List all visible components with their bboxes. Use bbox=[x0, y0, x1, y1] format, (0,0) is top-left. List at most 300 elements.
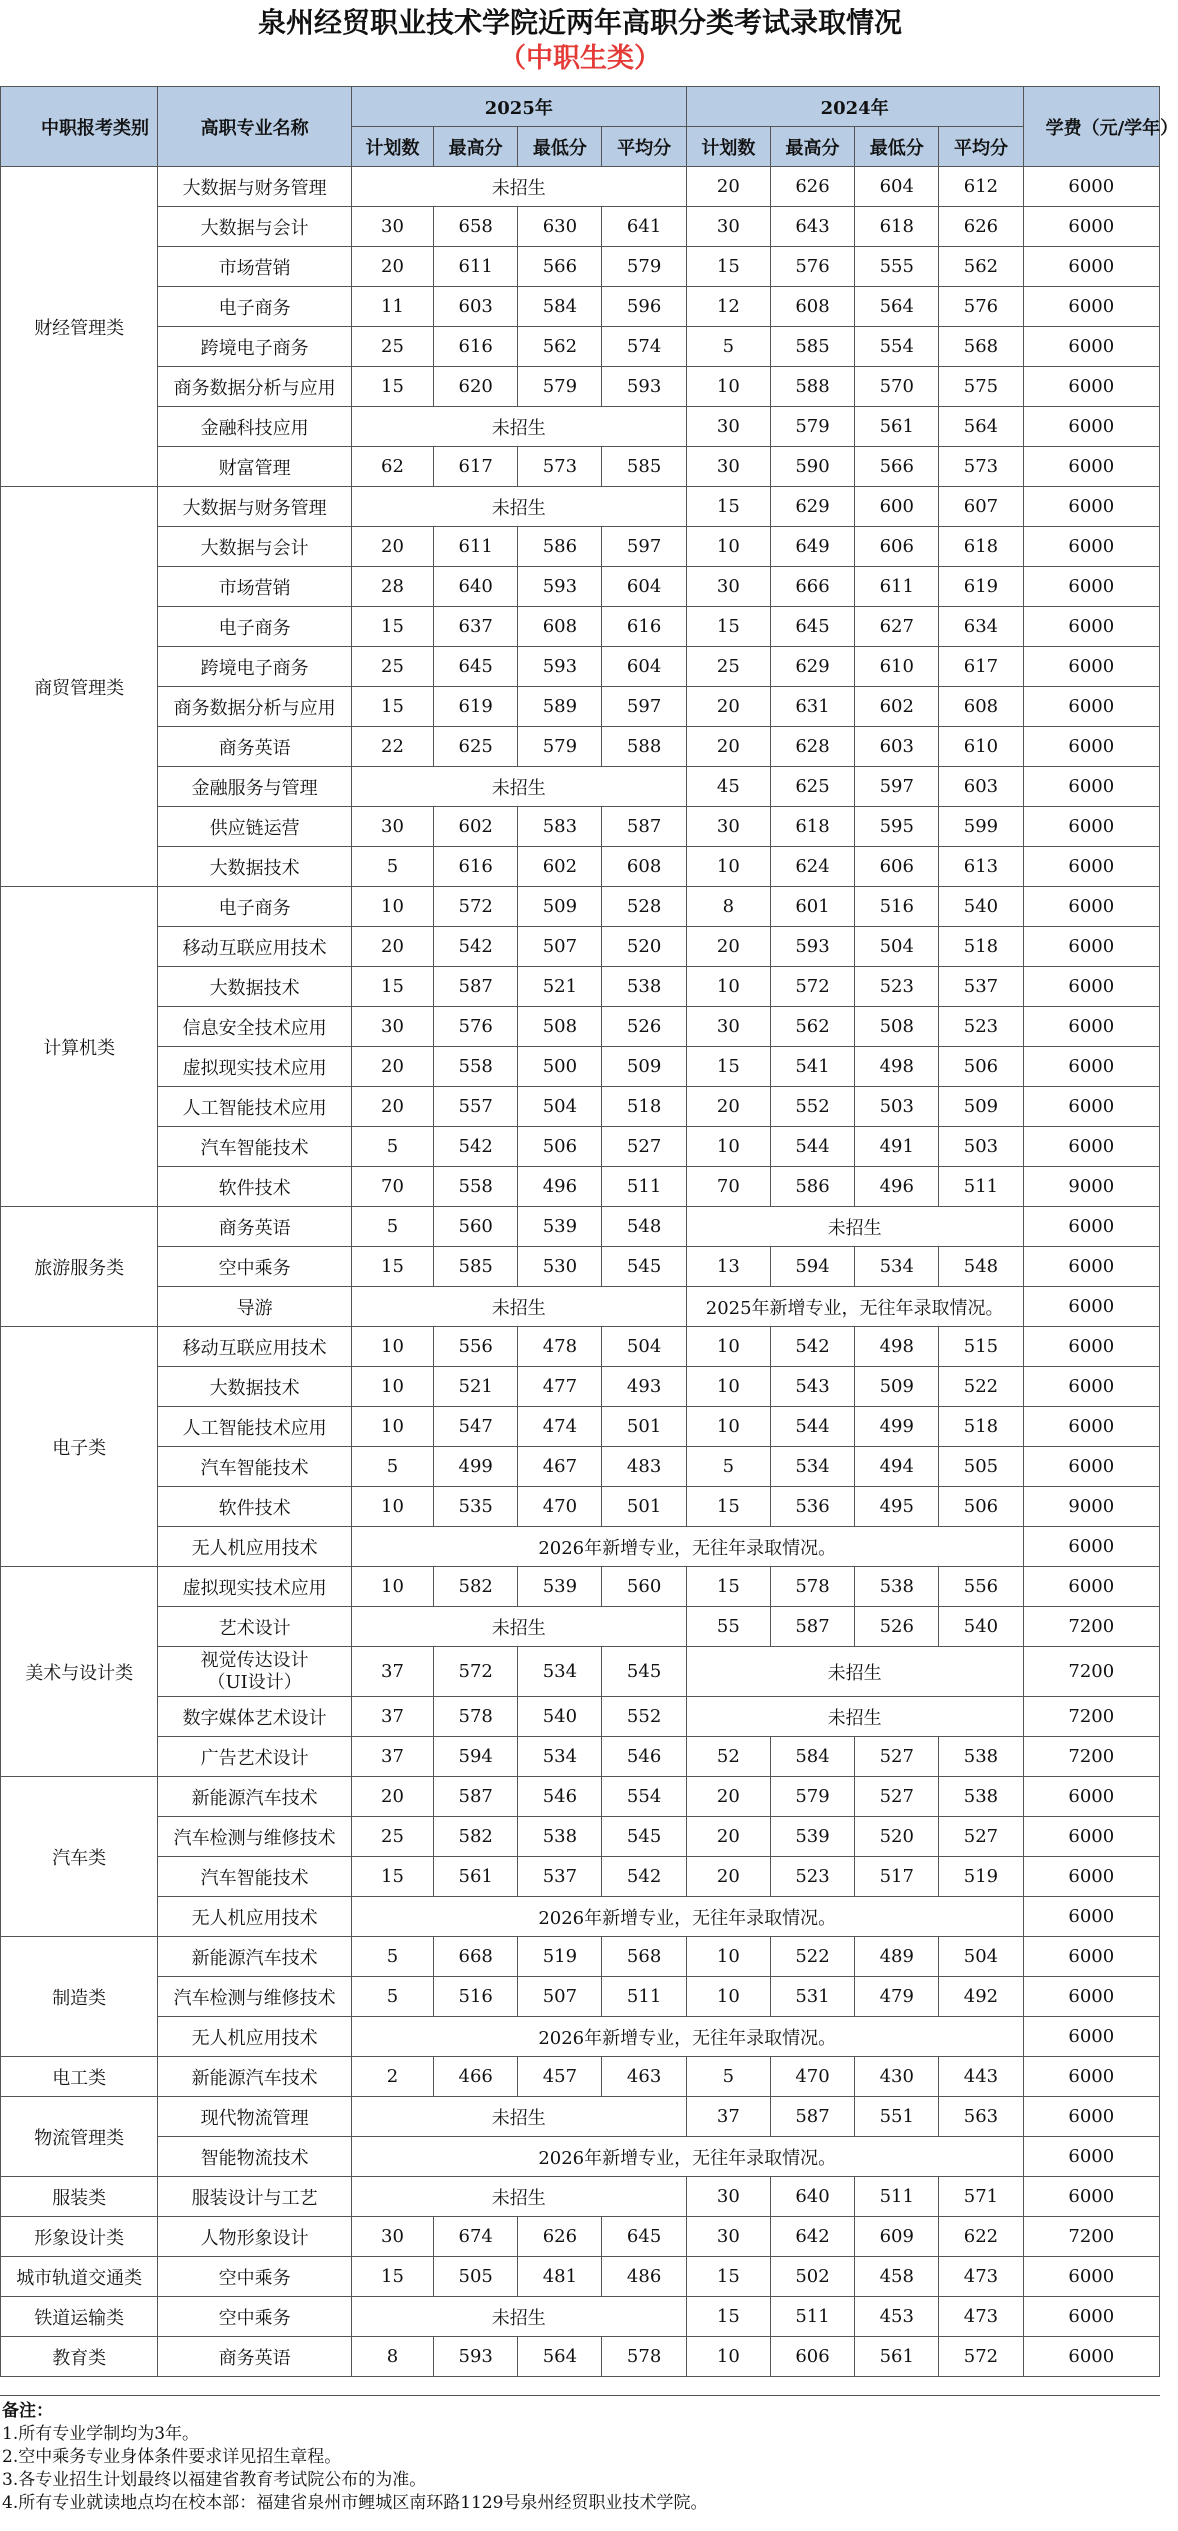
y2025-max-cell: 617 bbox=[434, 447, 518, 487]
y2025-plan-cell: 15 bbox=[351, 607, 433, 647]
y2025-avg-cell: 548 bbox=[602, 1207, 686, 1247]
fee-cell: 6000 bbox=[1023, 1047, 1159, 1087]
table-row bbox=[1, 1527, 1160, 1567]
y2025-max-cell: 619 bbox=[434, 687, 518, 727]
y2025-min-cell: 579 bbox=[518, 727, 602, 767]
y2025-plan-cell: 5 bbox=[351, 1207, 433, 1247]
table-row bbox=[1, 887, 1160, 927]
y2024-plan-cell: 30 bbox=[686, 2177, 770, 2217]
table-row bbox=[1, 2137, 1160, 2177]
table-row bbox=[1, 967, 1160, 1007]
y2025-plan-cell: 22 bbox=[351, 727, 433, 767]
table-row bbox=[1, 567, 1160, 607]
category-cell: 制造类 bbox=[1, 1937, 158, 2057]
y2024-min-cell: 570 bbox=[855, 367, 939, 407]
y2024-plan-cell: 8 bbox=[686, 887, 770, 927]
table-row bbox=[1, 847, 1160, 887]
y2025-max-cell: 625 bbox=[434, 727, 518, 767]
major-cell: 商务英语 bbox=[158, 727, 351, 767]
y2024-min-cell: 458 bbox=[855, 2257, 939, 2297]
y2024-plan-cell: 30 bbox=[686, 447, 770, 487]
y2024-max-cell: 576 bbox=[770, 247, 854, 287]
y2025-min-cell: 500 bbox=[518, 1047, 602, 1087]
y2024-min-cell: 606 bbox=[855, 527, 939, 567]
y2024-avg-cell: 610 bbox=[939, 727, 1023, 767]
y2024-max-cell: 593 bbox=[770, 927, 854, 967]
y2025-min-cell: 496 bbox=[518, 1167, 602, 1207]
y2024-avg-cell: 538 bbox=[939, 1777, 1023, 1817]
y2025-max-cell: 558 bbox=[434, 1047, 518, 1087]
major-cell: 大数据与会计 bbox=[158, 207, 351, 247]
status-cell: 未招生 bbox=[351, 1607, 686, 1647]
y2024-max-cell: 523 bbox=[770, 1857, 854, 1897]
table-row bbox=[1, 1777, 1160, 1817]
y2025-plan-cell: 15 bbox=[351, 2257, 433, 2297]
y2024-plan-cell: 10 bbox=[686, 527, 770, 567]
y2025-max-cell: 505 bbox=[434, 2257, 518, 2297]
fee-cell: 6000 bbox=[1023, 607, 1159, 647]
y2024-min-cell: 597 bbox=[855, 767, 939, 807]
y2025-max-cell: 585 bbox=[434, 1247, 518, 1287]
category-cell: 商贸管理类 bbox=[1, 487, 158, 887]
table-row bbox=[1, 1487, 1160, 1527]
y2024-max-cell: 626 bbox=[770, 167, 854, 207]
y2025-max-cell: 578 bbox=[434, 1697, 518, 1737]
y2024-min-cell: 564 bbox=[855, 287, 939, 327]
fee-cell: 6000 bbox=[1023, 1367, 1159, 1407]
major-cell: 服装设计与工艺 bbox=[158, 2177, 351, 2217]
status-cell: 2026年新增专业，无往年录取情况。 bbox=[351, 1527, 1023, 1567]
header-min: 最低分 bbox=[855, 127, 939, 167]
y2024-avg-cell: 617 bbox=[939, 647, 1023, 687]
y2025-plan-cell: 25 bbox=[351, 327, 433, 367]
y2024-avg-cell: 509 bbox=[939, 1087, 1023, 1127]
y2025-min-cell: 593 bbox=[518, 647, 602, 687]
y2024-max-cell: 536 bbox=[770, 1487, 854, 1527]
y2025-plan-cell: 5 bbox=[351, 1977, 433, 2017]
y2024-plan-cell: 20 bbox=[686, 1777, 770, 1817]
table-row bbox=[1, 687, 1160, 727]
y2024-avg-cell: 619 bbox=[939, 567, 1023, 607]
y2024-plan-cell: 20 bbox=[686, 927, 770, 967]
status-cell: 未招生 bbox=[351, 1287, 686, 1327]
y2024-avg-cell: 564 bbox=[939, 407, 1023, 447]
y2024-min-cell: 602 bbox=[855, 687, 939, 727]
category-cell: 美术与设计类 bbox=[1, 1567, 158, 1777]
y2024-max-cell: 541 bbox=[770, 1047, 854, 1087]
major-cell: 信息安全技术应用 bbox=[158, 1007, 351, 1047]
y2025-max-cell: 640 bbox=[434, 567, 518, 607]
y2024-min-cell: 491 bbox=[855, 1127, 939, 1167]
status-cell: 未招生 bbox=[686, 1207, 1023, 1247]
major-cell: 电子商务 bbox=[158, 887, 351, 927]
table-row bbox=[1, 1127, 1160, 1167]
y2025-max-cell: 499 bbox=[434, 1447, 518, 1487]
y2024-avg-cell: 571 bbox=[939, 2177, 1023, 2217]
y2024-min-cell: 511 bbox=[855, 2177, 939, 2217]
y2025-avg-cell: 554 bbox=[602, 1777, 686, 1817]
y2024-min-cell: 566 bbox=[855, 447, 939, 487]
category-cell: 教育类 bbox=[1, 2337, 158, 2377]
y2024-plan-cell: 30 bbox=[686, 1007, 770, 1047]
y2025-max-cell: 557 bbox=[434, 1087, 518, 1127]
table-row bbox=[1, 1047, 1160, 1087]
y2025-plan-cell: 20 bbox=[351, 247, 433, 287]
y2025-min-cell: 589 bbox=[518, 687, 602, 727]
major-cell: 电子商务 bbox=[158, 287, 351, 327]
major-cell: 汽车智能技术 bbox=[158, 1857, 351, 1897]
notes bbox=[0, 2395, 1160, 2519]
y2025-plan-cell: 70 bbox=[351, 1167, 433, 1207]
fee-cell: 6000 bbox=[1023, 887, 1159, 927]
y2025-avg-cell: 483 bbox=[602, 1447, 686, 1487]
y2025-avg-cell: 542 bbox=[602, 1857, 686, 1897]
y2024-min-cell: 611 bbox=[855, 567, 939, 607]
y2024-min-cell: 527 bbox=[855, 1737, 939, 1777]
y2024-avg-cell: 492 bbox=[939, 1977, 1023, 2017]
y2024-avg-cell: 538 bbox=[939, 1737, 1023, 1777]
fee-cell: 6000 bbox=[1023, 1527, 1159, 1567]
y2025-max-cell: 572 bbox=[434, 1647, 518, 1697]
status-cell: 2026年新增专业，无往年录取情况。 bbox=[351, 1897, 1023, 1937]
header-avg: 平均分 bbox=[602, 127, 686, 167]
y2025-min-cell: 477 bbox=[518, 1367, 602, 1407]
table-row bbox=[1, 2257, 1160, 2297]
y2024-min-cell: 504 bbox=[855, 927, 939, 967]
major-cell: 艺术设计 bbox=[158, 1607, 351, 1647]
y2025-plan-cell: 28 bbox=[351, 567, 433, 607]
y2024-min-cell: 538 bbox=[855, 1567, 939, 1607]
y2024-min-cell: 495 bbox=[855, 1487, 939, 1527]
y2025-avg-cell: 527 bbox=[602, 1127, 686, 1167]
y2025-min-cell: 509 bbox=[518, 887, 602, 927]
y2024-max-cell: 572 bbox=[770, 967, 854, 1007]
y2025-max-cell: 542 bbox=[434, 927, 518, 967]
category-cell: 电工类 bbox=[1, 2057, 158, 2097]
category-cell: 电子类 bbox=[1, 1327, 158, 1567]
major-cell: 虚拟现实技术应用 bbox=[158, 1047, 351, 1087]
major-cell: 汽车检测与维修技术 bbox=[158, 1817, 351, 1857]
y2025-plan-cell: 20 bbox=[351, 1047, 433, 1087]
y2025-avg-cell: 608 bbox=[602, 847, 686, 887]
y2024-avg-cell: 612 bbox=[939, 167, 1023, 207]
y2024-min-cell: 554 bbox=[855, 327, 939, 367]
major-cell: 移动互联应用技术 bbox=[158, 927, 351, 967]
y2024-plan-cell: 55 bbox=[686, 1607, 770, 1647]
table-row bbox=[1, 1287, 1160, 1327]
y2024-avg-cell: 613 bbox=[939, 847, 1023, 887]
y2024-avg-cell: 506 bbox=[939, 1487, 1023, 1527]
y2024-avg-cell: 607 bbox=[939, 487, 1023, 527]
y2024-plan-cell: 30 bbox=[686, 567, 770, 607]
header-category: 中职报考类别 bbox=[1, 87, 158, 167]
y2024-plan-cell: 12 bbox=[686, 287, 770, 327]
y2025-max-cell: 587 bbox=[434, 967, 518, 1007]
major-cell: 大数据技术 bbox=[158, 967, 351, 1007]
y2024-max-cell: 579 bbox=[770, 1777, 854, 1817]
y2024-avg-cell: 523 bbox=[939, 1007, 1023, 1047]
y2025-avg-cell: 463 bbox=[602, 2057, 686, 2097]
y2024-avg-cell: 599 bbox=[939, 807, 1023, 847]
y2025-plan-cell: 15 bbox=[351, 687, 433, 727]
major-cell: 财富管理 bbox=[158, 447, 351, 487]
y2025-max-cell: 521 bbox=[434, 1367, 518, 1407]
y2025-max-cell: 560 bbox=[434, 1207, 518, 1247]
major-cell: 视觉传达设计（UI设计） bbox=[158, 1647, 351, 1697]
y2025-min-cell: 481 bbox=[518, 2257, 602, 2297]
y2024-min-cell: 627 bbox=[855, 607, 939, 647]
fee-cell: 7200 bbox=[1023, 2217, 1159, 2257]
y2024-min-cell: 503 bbox=[855, 1087, 939, 1127]
table-row bbox=[1, 2337, 1160, 2377]
table-row bbox=[1, 447, 1160, 487]
fee-cell: 6000 bbox=[1023, 327, 1159, 367]
table-body bbox=[1, 167, 1160, 2377]
y2024-avg-cell: 626 bbox=[939, 207, 1023, 247]
y2024-min-cell: 551 bbox=[855, 2097, 939, 2137]
y2024-max-cell: 511 bbox=[770, 2297, 854, 2337]
major-cell: 广告艺术设计 bbox=[158, 1737, 351, 1777]
fee-cell: 6000 bbox=[1023, 1857, 1159, 1897]
y2025-min-cell: 507 bbox=[518, 1977, 602, 2017]
y2025-min-cell: 539 bbox=[518, 1207, 602, 1247]
table-row bbox=[1, 927, 1160, 967]
y2024-max-cell: 594 bbox=[770, 1247, 854, 1287]
y2024-avg-cell: 563 bbox=[939, 2097, 1023, 2137]
y2024-plan-cell: 10 bbox=[686, 1127, 770, 1167]
y2025-avg-cell: 511 bbox=[602, 1977, 686, 2017]
y2024-min-cell: 508 bbox=[855, 1007, 939, 1047]
y2025-plan-cell: 37 bbox=[351, 1647, 433, 1697]
y2025-max-cell: 582 bbox=[434, 1567, 518, 1607]
y2025-avg-cell: 501 bbox=[602, 1407, 686, 1447]
status-cell: 2025年新增专业，无往年录取情况。 bbox=[686, 1287, 1023, 1327]
y2024-plan-cell: 30 bbox=[686, 807, 770, 847]
fee-cell: 6000 bbox=[1023, 2057, 1159, 2097]
fee-cell: 6000 bbox=[1023, 2017, 1159, 2057]
y2025-avg-cell: 545 bbox=[602, 1817, 686, 1857]
y2024-max-cell: 578 bbox=[770, 1567, 854, 1607]
status-cell: 未招生 bbox=[351, 2177, 686, 2217]
y2024-plan-cell: 15 bbox=[686, 2297, 770, 2337]
table-row bbox=[1, 2217, 1160, 2257]
fee-cell: 6000 bbox=[1023, 767, 1159, 807]
fee-cell: 6000 bbox=[1023, 1127, 1159, 1167]
header-major: 高职专业名称 bbox=[158, 87, 351, 167]
table-row bbox=[1, 2057, 1160, 2097]
y2024-min-cell: 509 bbox=[855, 1367, 939, 1407]
y2024-max-cell: 629 bbox=[770, 647, 854, 687]
y2025-avg-cell: 493 bbox=[602, 1367, 686, 1407]
y2024-avg-cell: 473 bbox=[939, 2297, 1023, 2337]
y2025-avg-cell: 486 bbox=[602, 2257, 686, 2297]
y2024-max-cell: 562 bbox=[770, 1007, 854, 1047]
category-cell: 财经管理类 bbox=[1, 167, 158, 487]
note-item: 3.各专业招生计划最终以福建省教育考试院公布的为准。 bbox=[2, 2470, 427, 2490]
y2024-plan-cell: 13 bbox=[686, 1247, 770, 1287]
y2025-min-cell: 626 bbox=[518, 2217, 602, 2257]
y2025-plan-cell: 11 bbox=[351, 287, 433, 327]
y2024-max-cell: 470 bbox=[770, 2057, 854, 2097]
status-cell: 未招生 bbox=[351, 487, 686, 527]
y2025-plan-cell: 62 bbox=[351, 447, 433, 487]
major-cell: 空中乘务 bbox=[158, 1247, 351, 1287]
y2024-plan-cell: 20 bbox=[686, 1087, 770, 1127]
y2025-min-cell: 583 bbox=[518, 807, 602, 847]
y2024-avg-cell: 518 bbox=[939, 1407, 1023, 1447]
y2025-plan-cell: 5 bbox=[351, 1937, 433, 1977]
y2024-min-cell: 516 bbox=[855, 887, 939, 927]
y2025-avg-cell: 585 bbox=[602, 447, 686, 487]
y2024-plan-cell: 5 bbox=[686, 1447, 770, 1487]
y2024-avg-cell: 504 bbox=[939, 1937, 1023, 1977]
y2025-max-cell: 637 bbox=[434, 607, 518, 647]
y2024-max-cell: 618 bbox=[770, 807, 854, 847]
y2025-min-cell: 457 bbox=[518, 2057, 602, 2097]
fee-cell: 7200 bbox=[1023, 1697, 1159, 1737]
fee-cell: 6000 bbox=[1023, 1207, 1159, 1247]
y2025-avg-cell: 588 bbox=[602, 727, 686, 767]
y2024-plan-cell: 15 bbox=[686, 247, 770, 287]
y2025-max-cell: 616 bbox=[434, 327, 518, 367]
table-row bbox=[1, 1327, 1160, 1367]
table-row bbox=[1, 2177, 1160, 2217]
y2025-max-cell: 603 bbox=[434, 287, 518, 327]
table-row bbox=[1, 2017, 1160, 2057]
major-cell: 跨境电子商务 bbox=[158, 327, 351, 367]
y2025-plan-cell: 10 bbox=[351, 1367, 433, 1407]
y2024-plan-cell: 15 bbox=[686, 607, 770, 647]
y2025-avg-cell: 545 bbox=[602, 1247, 686, 1287]
table-row bbox=[1, 487, 1160, 527]
y2025-plan-cell: 20 bbox=[351, 527, 433, 567]
y2025-max-cell: 547 bbox=[434, 1407, 518, 1447]
y2025-avg-cell: 574 bbox=[602, 327, 686, 367]
table-row bbox=[1, 2297, 1160, 2337]
table-row bbox=[1, 1247, 1160, 1287]
major-cell: 商务英语 bbox=[158, 2337, 351, 2377]
y2024-avg-cell: 537 bbox=[939, 967, 1023, 1007]
table-row bbox=[1, 1167, 1160, 1207]
y2025-avg-cell: 546 bbox=[602, 1737, 686, 1777]
y2025-avg-cell: 645 bbox=[602, 2217, 686, 2257]
y2025-max-cell: 593 bbox=[434, 2337, 518, 2377]
y2025-avg-cell: 597 bbox=[602, 687, 686, 727]
fee-cell: 6000 bbox=[1023, 2297, 1159, 2337]
y2025-plan-cell: 15 bbox=[351, 1857, 433, 1897]
category-cell: 物流管理类 bbox=[1, 2097, 158, 2177]
fee-cell: 6000 bbox=[1023, 1447, 1159, 1487]
y2024-max-cell: 586 bbox=[770, 1167, 854, 1207]
fee-cell: 6000 bbox=[1023, 1327, 1159, 1367]
table-row bbox=[1, 207, 1160, 247]
fee-cell: 6000 bbox=[1023, 2137, 1159, 2177]
major-cell: 虚拟现实技术应用 bbox=[158, 1567, 351, 1607]
status-cell: 未招生 bbox=[351, 2097, 686, 2137]
y2025-min-cell: 579 bbox=[518, 367, 602, 407]
table-row bbox=[1, 1857, 1160, 1897]
y2025-min-cell: 467 bbox=[518, 1447, 602, 1487]
y2025-plan-cell: 8 bbox=[351, 2337, 433, 2377]
y2024-avg-cell: 603 bbox=[939, 767, 1023, 807]
y2025-max-cell: 561 bbox=[434, 1857, 518, 1897]
y2024-plan-cell: 10 bbox=[686, 1367, 770, 1407]
y2025-plan-cell: 25 bbox=[351, 1817, 433, 1857]
y2025-max-cell: 594 bbox=[434, 1737, 518, 1777]
table-row bbox=[1, 1407, 1160, 1447]
y2025-min-cell: 630 bbox=[518, 207, 602, 247]
y2024-avg-cell: 505 bbox=[939, 1447, 1023, 1487]
table-row bbox=[1, 1007, 1160, 1047]
fee-cell: 6000 bbox=[1023, 447, 1159, 487]
y2024-max-cell: 502 bbox=[770, 2257, 854, 2297]
y2025-avg-cell: 568 bbox=[602, 1937, 686, 1977]
y2024-avg-cell: 540 bbox=[939, 1607, 1023, 1647]
fee-cell: 6000 bbox=[1023, 247, 1159, 287]
y2024-min-cell: 496 bbox=[855, 1167, 939, 1207]
header-plan: 计划数 bbox=[351, 127, 433, 167]
y2024-plan-cell: 5 bbox=[686, 327, 770, 367]
y2024-avg-cell: 622 bbox=[939, 2217, 1023, 2257]
y2024-max-cell: 601 bbox=[770, 887, 854, 927]
y2025-plan-cell: 10 bbox=[351, 1327, 433, 1367]
y2025-min-cell: 478 bbox=[518, 1327, 602, 1367]
major-cell: 空中乘务 bbox=[158, 2257, 351, 2297]
fee-cell: 6000 bbox=[1023, 1247, 1159, 1287]
y2025-avg-cell: 520 bbox=[602, 927, 686, 967]
y2024-min-cell: 534 bbox=[855, 1247, 939, 1287]
header-year-2025: 2025年 bbox=[351, 87, 686, 127]
y2025-avg-cell: 528 bbox=[602, 887, 686, 927]
major-cell: 空中乘务 bbox=[158, 2297, 351, 2337]
y2024-plan-cell: 52 bbox=[686, 1737, 770, 1777]
y2025-plan-cell: 30 bbox=[351, 207, 433, 247]
table-row bbox=[1, 647, 1160, 687]
y2025-plan-cell: 15 bbox=[351, 967, 433, 1007]
y2025-max-cell: 620 bbox=[434, 367, 518, 407]
table-row bbox=[1, 1737, 1160, 1777]
y2024-min-cell: 498 bbox=[855, 1327, 939, 1367]
fee-cell: 9000 bbox=[1023, 1167, 1159, 1207]
major-cell: 软件技术 bbox=[158, 1167, 351, 1207]
y2024-max-cell: 666 bbox=[770, 567, 854, 607]
y2025-avg-cell: 511 bbox=[602, 1167, 686, 1207]
y2024-avg-cell: 473 bbox=[939, 2257, 1023, 2297]
y2024-plan-cell: 15 bbox=[686, 1567, 770, 1607]
y2024-max-cell: 631 bbox=[770, 687, 854, 727]
y2024-plan-cell: 20 bbox=[686, 167, 770, 207]
y2024-min-cell: 526 bbox=[855, 1607, 939, 1647]
major-cell: 市场营销 bbox=[158, 567, 351, 607]
y2024-plan-cell: 10 bbox=[686, 1937, 770, 1977]
y2024-min-cell: 430 bbox=[855, 2057, 939, 2097]
y2024-avg-cell: 634 bbox=[939, 607, 1023, 647]
y2025-min-cell: 534 bbox=[518, 1647, 602, 1697]
header-min: 最低分 bbox=[518, 127, 602, 167]
page-subtitle: （中职生类） bbox=[499, 43, 661, 74]
y2025-plan-cell: 2 bbox=[351, 2057, 433, 2097]
y2024-max-cell: 579 bbox=[770, 407, 854, 447]
y2024-avg-cell: 608 bbox=[939, 687, 1023, 727]
y2024-plan-cell: 30 bbox=[686, 2217, 770, 2257]
y2025-plan-cell: 30 bbox=[351, 807, 433, 847]
y2024-max-cell: 643 bbox=[770, 207, 854, 247]
fee-cell: 6000 bbox=[1023, 527, 1159, 567]
major-cell: 大数据与会计 bbox=[158, 527, 351, 567]
y2024-max-cell: 606 bbox=[770, 2337, 854, 2377]
y2025-avg-cell: 560 bbox=[602, 1567, 686, 1607]
y2024-plan-cell: 10 bbox=[686, 1407, 770, 1447]
